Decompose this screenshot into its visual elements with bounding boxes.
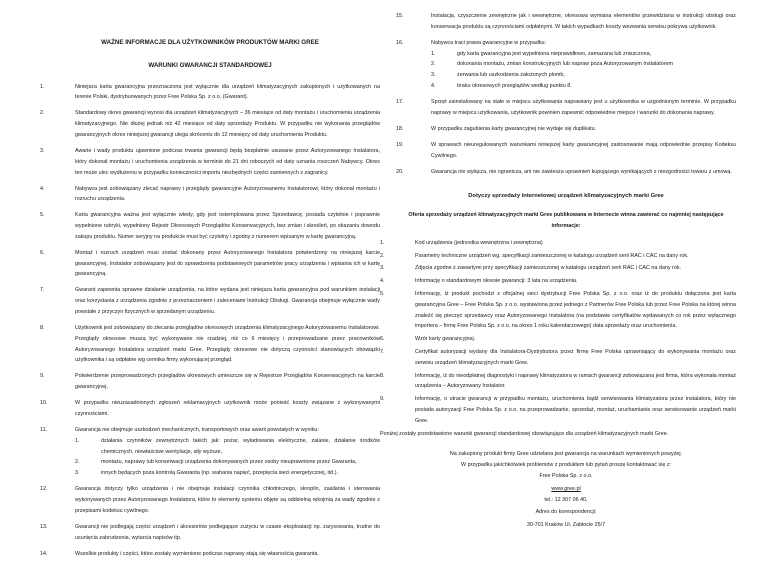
warranty-term <box>40 210 380 242</box>
term-number: 7. <box>380 349 385 356</box>
warranty-term <box>40 184 380 206</box>
term-number: 8. <box>40 325 45 332</box>
sub-term <box>431 81 736 92</box>
sub-term-text: zerwania lub uszkodzenia założonych plomb, <box>457 72 565 79</box>
warranty-term <box>396 38 736 92</box>
warranty-term <box>40 522 380 544</box>
warranty-term <box>380 347 736 369</box>
warranty-term <box>396 11 736 33</box>
term-text: Nabywca traci prawa gwarancyjne w przypadku: <box>431 39 547 46</box>
page-title: WAŻNE INFORMACJE DLA UŻYTKOWNIKÓW PRODUKTÓW MARKI GREE <box>101 39 319 46</box>
sub-term-text: braku okresowych przeglądów według punktu 8. <box>457 82 572 89</box>
term-number: 4. <box>380 278 385 285</box>
term-text: Wszelkie produkty i części, które zostały wymienione podczas naprawy stają się własnością gwaranta. <box>75 550 319 557</box>
warranty-term <box>380 371 736 393</box>
warranty-term <box>40 323 380 366</box>
term-text: Informację, o utracie gwarancji w przypadku montażu, uruchomienia bądź serwisowania klimatyzatora przez instalatora, który nie posiada autoryzacji Free Polska Sp. z o.o. na przeprowadzanie, sprzedaż, montaż, uruchamianie oraz serwisowanie urządzeń marki Gree. <box>415 396 736 424</box>
term-text: Zdjęcia zgodne z zawartymi przy specyfikacji zamieszczonej w katalogu urządzeń serii RAC i CAC na dany rok. <box>415 265 682 272</box>
warranty-term <box>396 97 736 119</box>
term-number: 1. <box>380 239 385 246</box>
sub-term <box>431 70 736 81</box>
term-text: Niniejsza karta gwarancyjna przeznaczona jest wyłącznie dla urządzeń klimatyzacyjnych zakupionych i użytkowanych na terenie Polski, dystrybuowanych przez Free Polska Sp. z o.o. (Gwarant). <box>75 83 380 101</box>
warranty-term <box>380 289 736 332</box>
closing-line: Poniżej zostały przedstawione warunki gwarancji standardowej obowiązujące dla urządzeń klimatyzacyjnych marki Gree. <box>380 430 669 437</box>
sub-term-text: działania czynników zewnętrznych takich jak: pożar, wyładowania elektryczne, zalanie, działanie środków chemicznych, niewłaściwe wentylacje, siły wyższe, <box>101 437 380 455</box>
term-text: Gwarant zapewnia sprawne działanie urządzenia, na które wydana jest niniejsza karta gwarancyjna pod warunkiem instalacji oraz korzystania z urządzenia zgodnie z przeznaczeniem i zaleceniami Instrukcji Obsługi. Gwarancja obejmuje wyłącznie wady powstałe z przyczyn fizycznych w sprzedanym urządzeniu. <box>75 287 380 316</box>
warranty-term <box>40 398 380 420</box>
term-text: Standardowy okres gwarancji wynosi dla urządzeń klimatyzacyjnych – 36 miesiące od daty montażu i uruchomienia urządzenia klimatyzacyjnego. Nie dłużej jednak niż 42 miesiące od daty sprzedaży Produktu. W przypadku nie wykonania przeglądów gwarancyjnych okres niniejszej gwarancji ulega skróceniu do 12 miesięcy od daty uruchomienia Produktu. <box>75 110 380 138</box>
term-text: Parametry techniczne urządzeń wg. specyfikacji zamieszczonej w katalogu urządzeń serii RAC i CAC na dany rok. <box>415 252 689 259</box>
address: 30-701 Kraków Ul. Zabłocie 25/7 <box>526 522 606 529</box>
term-text: Gwarancja nie wyłącza, nie ogranicza, ani nie zawiesza uprawnień kupującego wynikających z niezgodności towaru z umową. <box>431 168 732 175</box>
offer-requirements-list <box>380 238 736 427</box>
right-column <box>380 0 736 531</box>
sub-term-text: dokonania montażu, zmian konstrukcyjnych lub napraw poza Autoryzowanym Instalatorem <box>457 61 674 68</box>
sub-term-text: innych będących poza kontrolą Gwaranta (np. wahania napięć, przepięcia sieci energetycznej, itd.). <box>101 470 339 477</box>
term-text: Gwarancja dotyczy tylko urządzenia i nie obejmuje instalacji czynnika chłodniczego, skroplin, zasilania i sterowania wykonywanych przez Autoryzowanego Instalatora, które to elementy systemu objęte są oddzielną rękojmią za wady zgodnie z przepisami kodeksu cywilnego. <box>75 486 380 514</box>
warranty-terms-list <box>40 82 380 560</box>
term-number: 11. <box>40 426 48 433</box>
address-label: Adres do korespondencji: <box>535 509 597 516</box>
term-text: Informację o standardowym okresie gwarancji: 3 lata na urządzenia. <box>415 278 578 285</box>
sub-term-number: 3. <box>75 470 80 477</box>
sub-term-number: 1. <box>431 50 436 57</box>
term-text: Potwierdzenie przeprowadzonych przeglądów okresowych umieszcze się w Rejestrze Przeglądów Konserwacyjnych na karcie gwarancyjnej. <box>75 373 380 391</box>
term-number: 17. <box>396 98 404 105</box>
sub-term-number: 2. <box>431 61 436 68</box>
term-number: 1. <box>40 83 45 90</box>
sub-term <box>431 49 736 60</box>
warranty-term <box>40 484 380 516</box>
warranty-term <box>380 394 736 426</box>
term-number: 8. <box>380 372 385 379</box>
sub-term-text: montażu, naprawy lub konserwacji urządzenia dokonywanych przez osoby nieuprawnione przez Gwaranta, <box>101 459 357 466</box>
sub-term-text: gdy karta gwarancyjna jest wypełniona nieprawidłowo, zamazana lub zniszczona, <box>457 50 652 57</box>
website-link[interactable]: www.gree.pl <box>551 485 581 492</box>
term-text: Wzór karty gwarancyjnej. <box>415 336 476 343</box>
left-column <box>40 0 380 565</box>
sub-term <box>75 468 380 479</box>
phone-number: tel.: 12 307 06 40, <box>544 496 588 503</box>
term-number: 14. <box>40 550 48 557</box>
warranty-term <box>380 334 736 345</box>
term-number: 15. <box>396 13 404 19</box>
section-title-standard-warranty: WARUNKI GWARANCJI STANDARDOWEJ <box>148 61 272 69</box>
warranty-term <box>396 167 736 178</box>
term-number: 19. <box>396 141 404 148</box>
internet-sales-title: Dotyczy sprzedaży internetowej urządzeń klimatyzacyjnych marki Gree <box>468 193 664 200</box>
sub-term-number: 2. <box>75 459 80 466</box>
term-number: 7. <box>40 287 45 294</box>
term-number: 4. <box>40 185 45 192</box>
term-text: Gwarancja nie obejmuje uszkodzeń mechanicznych, transportowych oraz awarii powstałych w wyniku: <box>75 426 319 433</box>
term-text: W przypadku nieuzasadnionych zgłoszeń reklamacyjnych użytkownik może ponieść koszty związane z wykonywanymi czynnościami. <box>75 400 380 417</box>
term-number: 12. <box>40 486 48 493</box>
term-text: Kod urządzenia (jednostka wewnętrzna i zewnętrzna) <box>415 239 543 246</box>
term-number: 6. <box>40 249 45 256</box>
sub-term <box>431 59 736 70</box>
warranty-term <box>380 238 736 249</box>
term-number: 2. <box>40 110 45 117</box>
warranty-term <box>380 251 736 262</box>
term-number: 6. <box>380 336 385 343</box>
contact-intro-2: W przypadku jakichkolwiek problemów z produktem lub pytań proszę kontaktować się z: <box>460 462 672 469</box>
term-text: W sprawach nieuregulowanych warunkami niniejszej karty gwarancyjnej zastosowanie mają odpowiednie przepisy Kodeksu Cywilnego. <box>431 141 736 159</box>
warranty-term <box>40 425 380 479</box>
term-text: Awarie i wady produktu ujawnione podczas trwania gwarancji będą bezpłatnie usuwane przez Autoryzowanego Instalatora, który dokonał montażu i uruchomienia urządzenia w terminie do 21 dni roboczych od daty uznania roszczeń Nabywcy. Okres ten może ulec wydłużeniu w przypadku konieczności importu niezbędnych części zamiennych z zagranicy. <box>75 147 380 176</box>
term-text: Karta gwarancyjna ważna jest wyłącznie wtedy, gdy jest ostemplowana przez Sprzedawcę, posiada czytelnie i poprawnie wypełnione rubryki, wypełniony Rejestr Okresowych Przeglądów Konserwacyjnych, bez zmian i skreśleń, po okazaniu dowodu zakupu produktu. Numer seryjny na produkcie musi być czytelny i zgodny z numerem wpisanym w kartę gwarancyjną. <box>75 212 380 240</box>
term-text: Gwarancji nie podlegają części urządzeń i akcesoriów podlegające zużyciu w czasie eksploatacji np. zarysowania, trudne do usunięcia zabrudzenia, wytarcia napisów itp. <box>75 523 380 541</box>
term-number: 9. <box>40 373 45 380</box>
sub-term <box>75 457 380 468</box>
term-text: Informację, iż do nieodpłatnej diagnostyki i naprawy klimatyzatora w ramach gwarancji zobowiązana jest firma, która wykonała montaż urządzenia – Autoryzowany Instalator. <box>415 372 736 390</box>
contact-intro-1: Na zakupiony produkt firmy Gree udzielana jest gwarancja na warunkach wymienionych powyżej. <box>449 451 683 458</box>
offer-requirements-title: Oferta sprzedaży urządzeń klimatyzacyjnych marki Gree publikowana w Internecie winna zawierać co najmniej następujące informacje: <box>408 212 724 230</box>
warranty-term <box>40 82 380 104</box>
term-text: Sprzęt zainstalowany na stałe w miejscu użytkowania naprawiany jest u użytkownika w uzgodnionym terminie. W przypadku naprawy w miejscu użytkowania, użytkownik powinien zapewnić odpowiednie miejsce i warunki do dokonania naprawy. <box>431 98 736 116</box>
warranty-term <box>40 549 380 560</box>
warranty-term <box>380 263 736 274</box>
warranty-term <box>40 248 380 280</box>
warranty-term <box>40 371 380 393</box>
term-number: 3. <box>380 265 385 272</box>
term-text: Instalacja, czyszczenie zewnętrzne jak i wewnętrzne, okresowa wymiana elementów przewidziana w instrukcji obsługi oraz konserwacja produktu są czynnościami odpłatnymi. W takich wypadkach koszty wezwania serwisu pokrywa użytkownik. <box>431 13 736 30</box>
warranty-term <box>396 124 736 135</box>
term-number: 20. <box>396 168 404 175</box>
term-number: 5. <box>40 212 45 219</box>
warranty-term <box>40 285 380 317</box>
term-number: 5. <box>380 291 385 298</box>
term-number: 2. <box>380 252 385 259</box>
company-name: Free Polska Sp. z o.o. <box>539 473 593 480</box>
term-number: 18. <box>396 125 404 132</box>
term-text: Certyfikat autoryzacji wydany dla Instalatora-Dystrybutora przez firmę Free Polska uprawniający do wykonywania montażu oraz serwisu urządzeń klimatyzacyjnych marki Gree. <box>415 349 736 366</box>
warranty-term <box>40 108 380 140</box>
sub-term-number: 4. <box>431 82 436 89</box>
sub-term <box>75 436 380 458</box>
term-text: Informację, iż produkt pochodzi z oficjalnej sieci dystrybucji Free Polska Sp. z o.o. oraz iż do produktu dołączona jest karta gwarancyjna Gree – Free Polska Sp. z o.o. wystawiona przez jednego z Partnerów Free Polska lub przez Free Polska na której winna znaleźć się pieczęć sprzedawcy oraz Autoryzowanego Instalatora (na podstawie certyfikatów wydawanych co rok przez wyłącznego importera – firmę Free Polska Sp. z o.o. na okres 1 roku kalendarzowego) data sprzedaży oraz uruchomienia. <box>415 291 736 330</box>
warranty-terms-list-continued <box>396 11 736 177</box>
warranty-term <box>396 140 736 162</box>
term-number: 13. <box>40 523 48 530</box>
term-text: Montaż i rozruch urządzeń musi zostać dokonany przez Autoryzowanego Instalatora potwierdzony na niniejszej karcie gwarancyjnej. Instalator zobowiązany jest do sprawdzenia podstawowych parametrów pracy urządzenia i wpisania ich w kartę gwarancyjną. <box>75 249 380 278</box>
sub-term-number: 3. <box>431 72 436 79</box>
warranty-term <box>40 146 380 178</box>
sub-term-number: 1. <box>75 437 80 444</box>
warranty-term <box>380 276 736 287</box>
term-number: 16. <box>396 39 404 46</box>
term-number: 3. <box>40 147 45 154</box>
term-number: 10. <box>40 400 48 407</box>
term-text: W przypadku zagubienia karty gwarancyjnej nie wydaje się duplikatu. <box>431 125 597 132</box>
term-text: Użytkownik jest zobowiązany do zlecania przeglądów okresowych urządzenia klimatyzacyjnego Autoryzowanemu Instalatorowi. Przeglądy okresowe muszą być wykonywane nie rzadziej, niż co 6 miesięcy i przeprowadzane przez pracowników Autoryzowanego Instalatora urządzeń marki Gree. Przeglądy okresowe nie dotyczą czynności stanowiących obowiązki użytkownika i są odpłatne wg cennika firmy wykonującej przegląd. <box>75 325 380 364</box>
term-number: 9. <box>380 396 385 403</box>
term-text: Nabywca jest zobowiązany zlecać naprawy i przeglądy gwarancyjne Autoryzowanemu Instalatorowi, który dokonał montażu i rozruchu urządzenia. <box>75 185 380 203</box>
